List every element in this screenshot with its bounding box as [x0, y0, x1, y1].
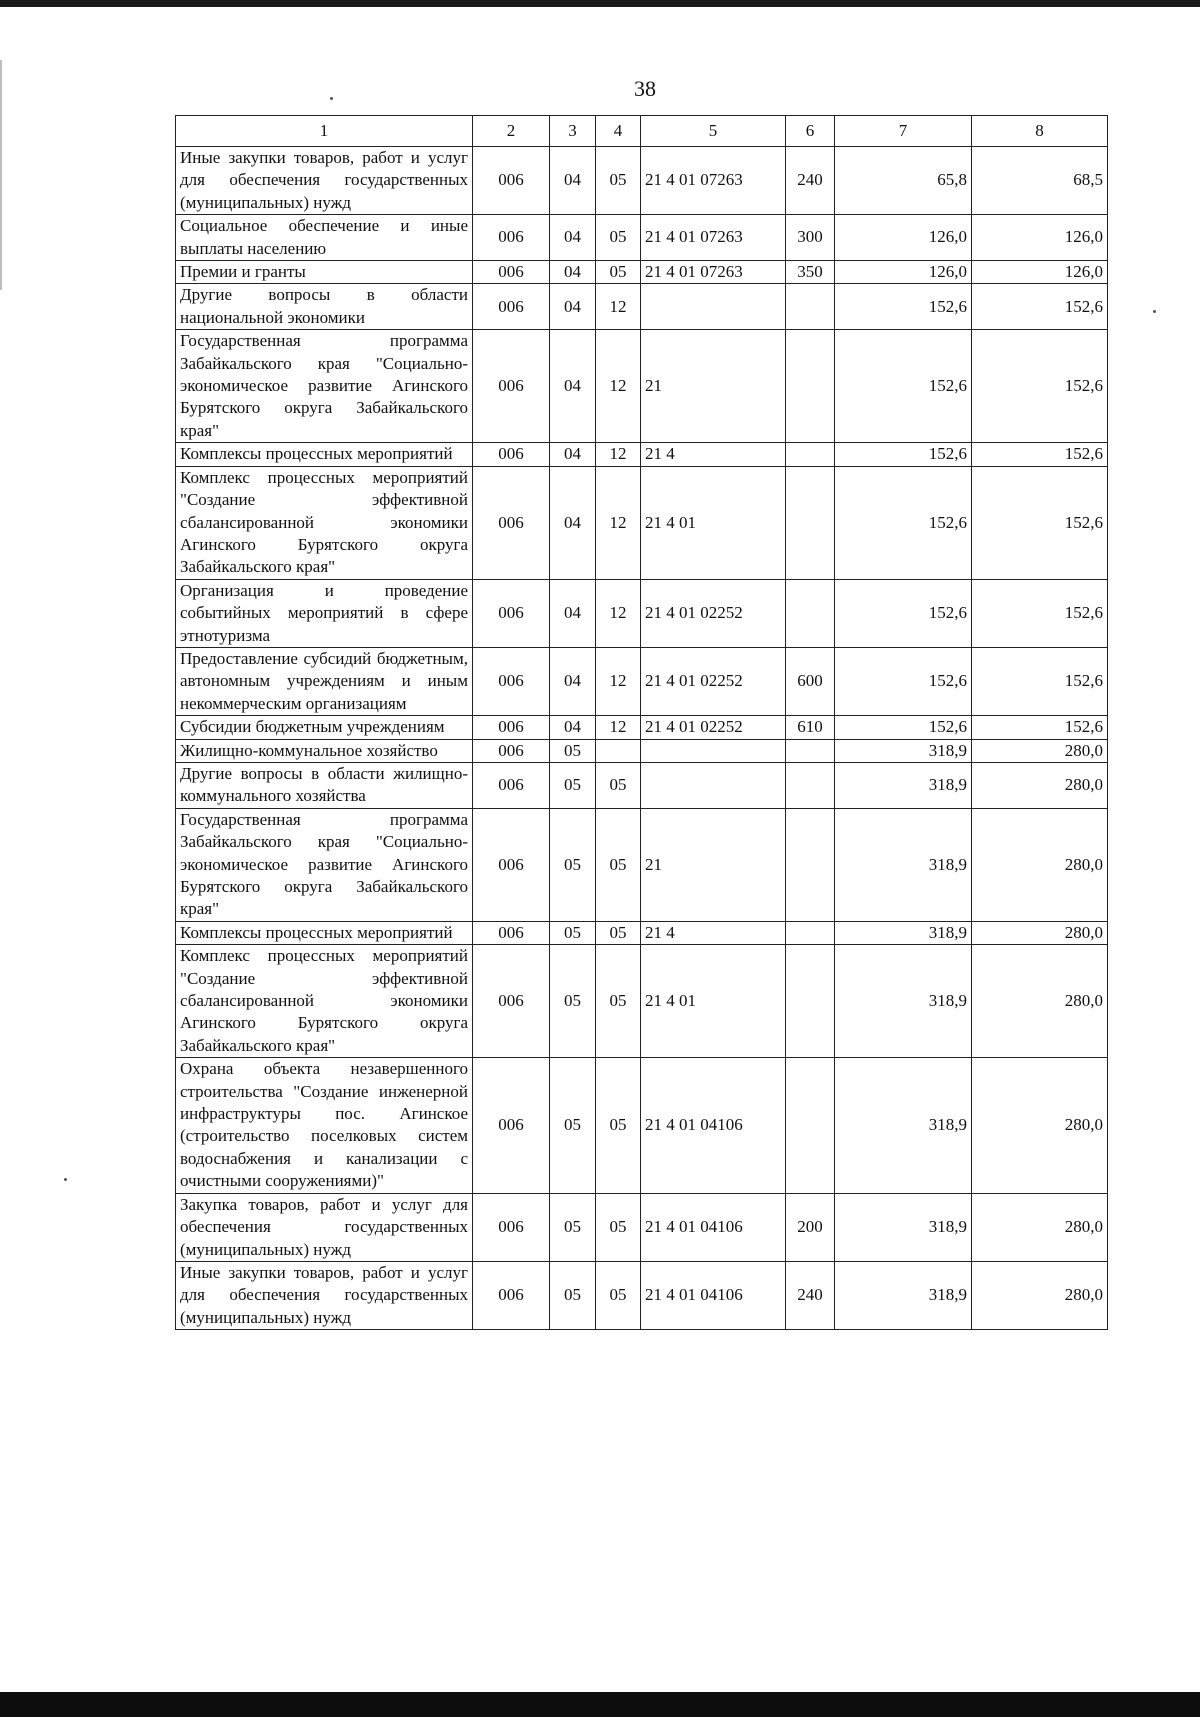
expense-type-cell: [786, 443, 835, 466]
section-cell: 04: [550, 579, 596, 647]
scan-edge-top: [0, 0, 1200, 7]
table-row: [176, 716, 1108, 739]
row-name: Комплексы процессных мероприятий: [176, 921, 473, 944]
subsection-cell: 05: [596, 921, 641, 944]
amount-col8-cell: 280,0: [972, 921, 1108, 944]
target-article-cell: 21 4: [641, 443, 786, 466]
subsection-cell: [596, 739, 641, 762]
section-cell: 05: [550, 762, 596, 808]
subsection-cell: 12: [596, 466, 641, 579]
amount-col8-cell: 152,6: [972, 466, 1108, 579]
amount-col8-cell: 280,0: [972, 1058, 1108, 1193]
expense-type-cell: 350: [786, 261, 835, 284]
amount-col7-cell: 318,9: [835, 1058, 972, 1193]
target-article-cell: [641, 762, 786, 808]
row-name: Организация и проведение событийных мероприятий в сфере этнотуризма: [176, 579, 473, 647]
row-name: Иные закупки товаров, работ и услуг для обеспечения государственных (муниципальных) нужд: [176, 147, 473, 215]
admin-code-cell: 006: [473, 1058, 550, 1193]
amount-col8-cell: 280,0: [972, 808, 1108, 921]
admin-code-cell: 006: [473, 443, 550, 466]
subsection-cell: 05: [596, 808, 641, 921]
scan-speck: [1153, 310, 1156, 313]
target-article-cell: [641, 739, 786, 762]
amount-col8-cell: 280,0: [972, 1261, 1108, 1329]
expense-type-cell: [786, 808, 835, 921]
table-row: [176, 739, 1108, 762]
amount-col7-cell: 318,9: [835, 1193, 972, 1261]
amount-col8-cell: 126,0: [972, 261, 1108, 284]
target-article-cell: 21 4 01 02252: [641, 579, 786, 647]
admin-code-cell: 006: [473, 739, 550, 762]
row-name: Социальное обеспечение и иные выплаты населению: [176, 215, 473, 261]
expense-type-cell: [786, 739, 835, 762]
amount-col7-cell: 126,0: [835, 215, 972, 261]
column-header-2: 2: [473, 116, 550, 147]
subsection-cell: 05: [596, 945, 641, 1058]
expense-type-cell: 600: [786, 647, 835, 715]
amount-col8-cell: 280,0: [972, 762, 1108, 808]
amount-col8-cell: 280,0: [972, 1193, 1108, 1261]
admin-code-cell: 006: [473, 716, 550, 739]
column-header-1: 1: [176, 116, 473, 147]
admin-code-cell: 006: [473, 808, 550, 921]
amount-col8-cell: 152,6: [972, 579, 1108, 647]
row-name: Другие вопросы в области жилищно-коммунального хозяйства: [176, 762, 473, 808]
row-name: Субсидии бюджетным учреждениям: [176, 716, 473, 739]
amount-col7-cell: 152,6: [835, 716, 972, 739]
section-cell: 04: [550, 443, 596, 466]
row-name: Закупка товаров, работ и услуг для обеспечения государственных (муниципальных) нужд: [176, 1193, 473, 1261]
row-name: Другие вопросы в области национальной экономики: [176, 284, 473, 330]
page-number: 38: [634, 76, 656, 101]
subsection-cell: 12: [596, 579, 641, 647]
section-cell: 04: [550, 284, 596, 330]
target-article-cell: 21: [641, 330, 786, 443]
row-name: Иные закупки товаров, работ и услуг для обеспечения государственных (муниципальных) нужд: [176, 1261, 473, 1329]
expense-type-cell: [786, 466, 835, 579]
subsection-cell: 12: [596, 716, 641, 739]
amount-col7-cell: 152,6: [835, 466, 972, 579]
expense-type-cell: [786, 284, 835, 330]
target-article-cell: 21: [641, 808, 786, 921]
admin-code-cell: 006: [473, 647, 550, 715]
row-name: Комплекс процессных мероприятий "Создание эффективной сбалансированной экономики Агинского Бурятского округа Забайкальского края": [176, 945, 473, 1058]
amount-col7-cell: 152,6: [835, 443, 972, 466]
admin-code-cell: 006: [473, 921, 550, 944]
table-row: [176, 215, 1108, 261]
subsection-cell: 12: [596, 330, 641, 443]
subsection-cell: 12: [596, 284, 641, 330]
admin-code-cell: 006: [473, 1193, 550, 1261]
amount-col8-cell: 152,6: [972, 330, 1108, 443]
admin-code-cell: 006: [473, 284, 550, 330]
row-name: Государственная программа Забайкальского края "Социально-экономическое развитие Агинского Бурятского округа Забайкальского края": [176, 808, 473, 921]
subsection-cell: 05: [596, 147, 641, 215]
target-article-cell: 21 4 01: [641, 945, 786, 1058]
admin-code-cell: 006: [473, 215, 550, 261]
table-row: [176, 147, 1108, 215]
admin-code-cell: 006: [473, 466, 550, 579]
admin-code-cell: 006: [473, 261, 550, 284]
target-article-cell: [641, 284, 786, 330]
admin-code-cell: 006: [473, 945, 550, 1058]
table-row: [176, 1058, 1108, 1193]
expense-type-cell: [786, 330, 835, 443]
table-row: [176, 945, 1108, 1058]
section-cell: 04: [550, 647, 596, 715]
admin-code-cell: 006: [473, 330, 550, 443]
subsection-cell: 05: [596, 762, 641, 808]
budget-table: [175, 115, 1108, 1330]
admin-code-cell: 006: [473, 1261, 550, 1329]
table-row: [176, 808, 1108, 921]
section-cell: 05: [550, 1193, 596, 1261]
expense-type-cell: [786, 579, 835, 647]
expense-type-cell: 240: [786, 1261, 835, 1329]
table-header: [176, 116, 1108, 147]
target-article-cell: 21 4 01 04106: [641, 1193, 786, 1261]
column-header-5: 5: [641, 116, 786, 147]
target-article-cell: 21 4 01 02252: [641, 716, 786, 739]
section-cell: 04: [550, 215, 596, 261]
row-name: Премии и гранты: [176, 261, 473, 284]
column-header-3: 3: [550, 116, 596, 147]
column-header-4: 4: [596, 116, 641, 147]
amount-col8-cell: 68,5: [972, 147, 1108, 215]
target-article-cell: 21 4: [641, 921, 786, 944]
expense-type-cell: 610: [786, 716, 835, 739]
column-header-6: 6: [786, 116, 835, 147]
target-article-cell: 21 4 01: [641, 466, 786, 579]
scan-edge-bottom: [0, 1692, 1200, 1717]
table-row: [176, 647, 1108, 715]
subsection-cell: 12: [596, 443, 641, 466]
amount-col7-cell: 318,9: [835, 921, 972, 944]
target-article-cell: 21 4 01 04106: [641, 1261, 786, 1329]
amount-col7-cell: 126,0: [835, 261, 972, 284]
section-cell: 05: [550, 1261, 596, 1329]
amount-col8-cell: 152,6: [972, 284, 1108, 330]
expense-type-cell: [786, 1058, 835, 1193]
table-row: [176, 1193, 1108, 1261]
subsection-cell: 05: [596, 1261, 641, 1329]
header-row: [176, 116, 1108, 147]
subsection-cell: 05: [596, 1193, 641, 1261]
amount-col8-cell: 152,6: [972, 443, 1108, 466]
expense-type-cell: 200: [786, 1193, 835, 1261]
expense-type-cell: [786, 921, 835, 944]
admin-code-cell: 006: [473, 147, 550, 215]
table-row: [176, 261, 1108, 284]
subsection-cell: 05: [596, 1058, 641, 1193]
amount-col7-cell: 152,6: [835, 579, 972, 647]
expense-type-cell: [786, 762, 835, 808]
column-header-8: 8: [972, 116, 1108, 147]
subsection-cell: 05: [596, 215, 641, 261]
admin-code-cell: 006: [473, 579, 550, 647]
section-cell: 05: [550, 1058, 596, 1193]
amount-col7-cell: 318,9: [835, 1261, 972, 1329]
table-body: [176, 147, 1108, 1330]
amount-col7-cell: 65,8: [835, 147, 972, 215]
amount-col7-cell: 152,6: [835, 330, 972, 443]
row-name: Комплекс процессных мероприятий "Создание эффективной сбалансированной экономики Агинского Бурятского округа Забайкальского края": [176, 466, 473, 579]
amount-col7-cell: 152,6: [835, 647, 972, 715]
amount-col7-cell: 318,9: [835, 739, 972, 762]
row-name: Предоставление субсидий бюджетным, автономным учреждениям и иным некоммерческим организациям: [176, 647, 473, 715]
scan-speck: [330, 97, 333, 100]
table-row: [176, 330, 1108, 443]
expense-type-cell: 240: [786, 147, 835, 215]
table-row: [176, 1261, 1108, 1329]
amount-col7-cell: 318,9: [835, 808, 972, 921]
section-cell: 04: [550, 147, 596, 215]
admin-code-cell: 006: [473, 762, 550, 808]
amount-col8-cell: 152,6: [972, 716, 1108, 739]
amount-col7-cell: 318,9: [835, 762, 972, 808]
section-cell: 04: [550, 716, 596, 739]
row-name: Государственная программа Забайкальского края "Социально-экономическое развитие Агинского Бурятского округа Забайкальского края": [176, 330, 473, 443]
target-article-cell: 21 4 01 04106: [641, 1058, 786, 1193]
amount-col8-cell: 280,0: [972, 739, 1108, 762]
amount-col8-cell: 280,0: [972, 945, 1108, 1058]
table-row: [176, 443, 1108, 466]
target-article-cell: 21 4 01 07263: [641, 147, 786, 215]
row-name: Охрана объекта незавершенного строительства "Создание инженерной инфраструктуры пос. Агинское (строительство поселковых систем водоснабжения и канализации с очистными сооружениями)": [176, 1058, 473, 1193]
expense-type-cell: [786, 945, 835, 1058]
table-row: [176, 921, 1108, 944]
subsection-cell: 12: [596, 647, 641, 715]
section-cell: 05: [550, 921, 596, 944]
row-name: Комплексы процессных мероприятий: [176, 443, 473, 466]
target-article-cell: 21 4 01 02252: [641, 647, 786, 715]
target-article-cell: 21 4 01 07263: [641, 215, 786, 261]
table-row: [176, 762, 1108, 808]
column-header-7: 7: [835, 116, 972, 147]
section-cell: 04: [550, 261, 596, 284]
table-row: [176, 284, 1108, 330]
scan-speck: [64, 1178, 67, 1181]
section-cell: 04: [550, 330, 596, 443]
table-row: [176, 579, 1108, 647]
amount-col8-cell: 152,6: [972, 647, 1108, 715]
amount-col7-cell: 318,9: [835, 945, 972, 1058]
target-article-cell: 21 4 01 07263: [641, 261, 786, 284]
amount-col7-cell: 152,6: [835, 284, 972, 330]
subsection-cell: 05: [596, 261, 641, 284]
scan-edge-left: [0, 60, 2, 290]
expense-type-cell: 300: [786, 215, 835, 261]
section-cell: 05: [550, 739, 596, 762]
amount-col8-cell: 126,0: [972, 215, 1108, 261]
section-cell: 04: [550, 466, 596, 579]
table-row: [176, 466, 1108, 579]
section-cell: 05: [550, 945, 596, 1058]
section-cell: 05: [550, 808, 596, 921]
row-name: Жилищно-коммунальное хозяйство: [176, 739, 473, 762]
